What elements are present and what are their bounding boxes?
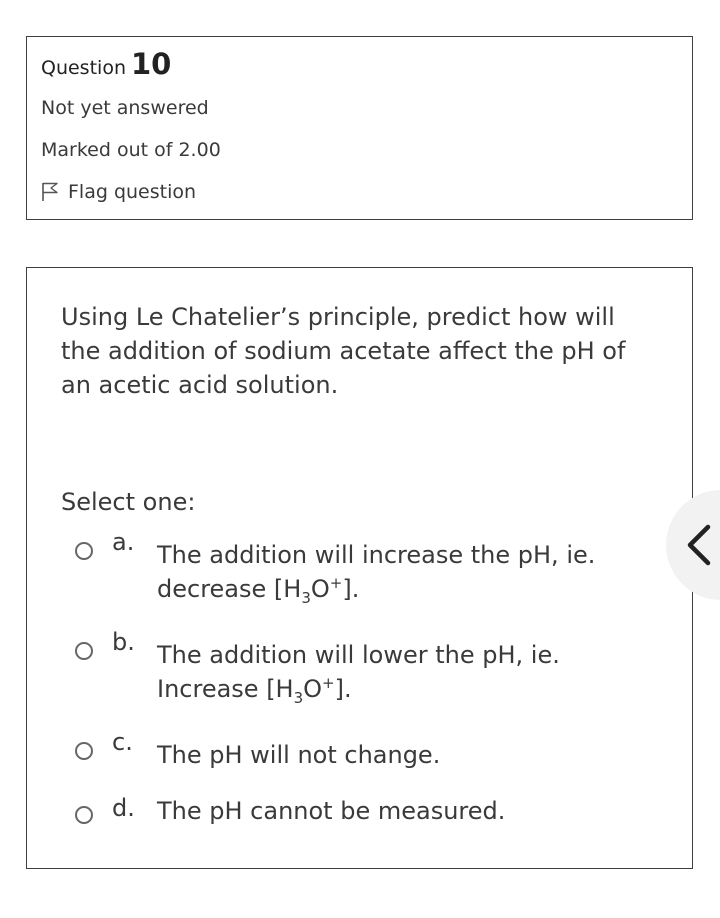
option-text-a: The addition will increase the pH, ie. decrease $[H_3O^+]$. xyxy=(157,541,596,607)
radio-button-c[interactable] xyxy=(75,742,93,760)
option-letter-b: b. xyxy=(112,628,135,656)
option-text-d: The pH cannot be measured. xyxy=(157,797,506,825)
flag-question-label: Flag question xyxy=(68,181,197,203)
chevron-left-icon xyxy=(684,524,712,566)
question-info-panel xyxy=(26,36,693,220)
select-one-label: Select one: xyxy=(61,488,196,516)
flag-question-link[interactable] xyxy=(41,181,196,203)
answer-status: Not yet answered xyxy=(41,97,209,119)
option-text-b: The addition will lower the pH, ie. Increase $[H_3O^+]$. xyxy=(157,641,560,707)
radio-button-d[interactable] xyxy=(75,806,93,824)
option-text-c: The pH will not change. xyxy=(157,741,441,769)
question-label: Question xyxy=(41,57,126,79)
option-letter-c: c. xyxy=(112,728,133,756)
radio-button-a[interactable] xyxy=(75,542,93,560)
option-letter-d: d. xyxy=(112,794,135,822)
marks-info: Marked out of 2.00 xyxy=(41,139,221,161)
question-text: Using Le Chatelier’s principle, predict how will the addition of sodium acetate affect the pH of an acetic acid solution. xyxy=(61,303,626,399)
question-number: 10 xyxy=(130,47,172,81)
question-title xyxy=(41,47,171,81)
option-letter-a: a. xyxy=(112,528,135,556)
question-content-panel xyxy=(26,267,693,869)
flag-icon xyxy=(41,182,59,202)
radio-button-b[interactable] xyxy=(75,642,93,660)
